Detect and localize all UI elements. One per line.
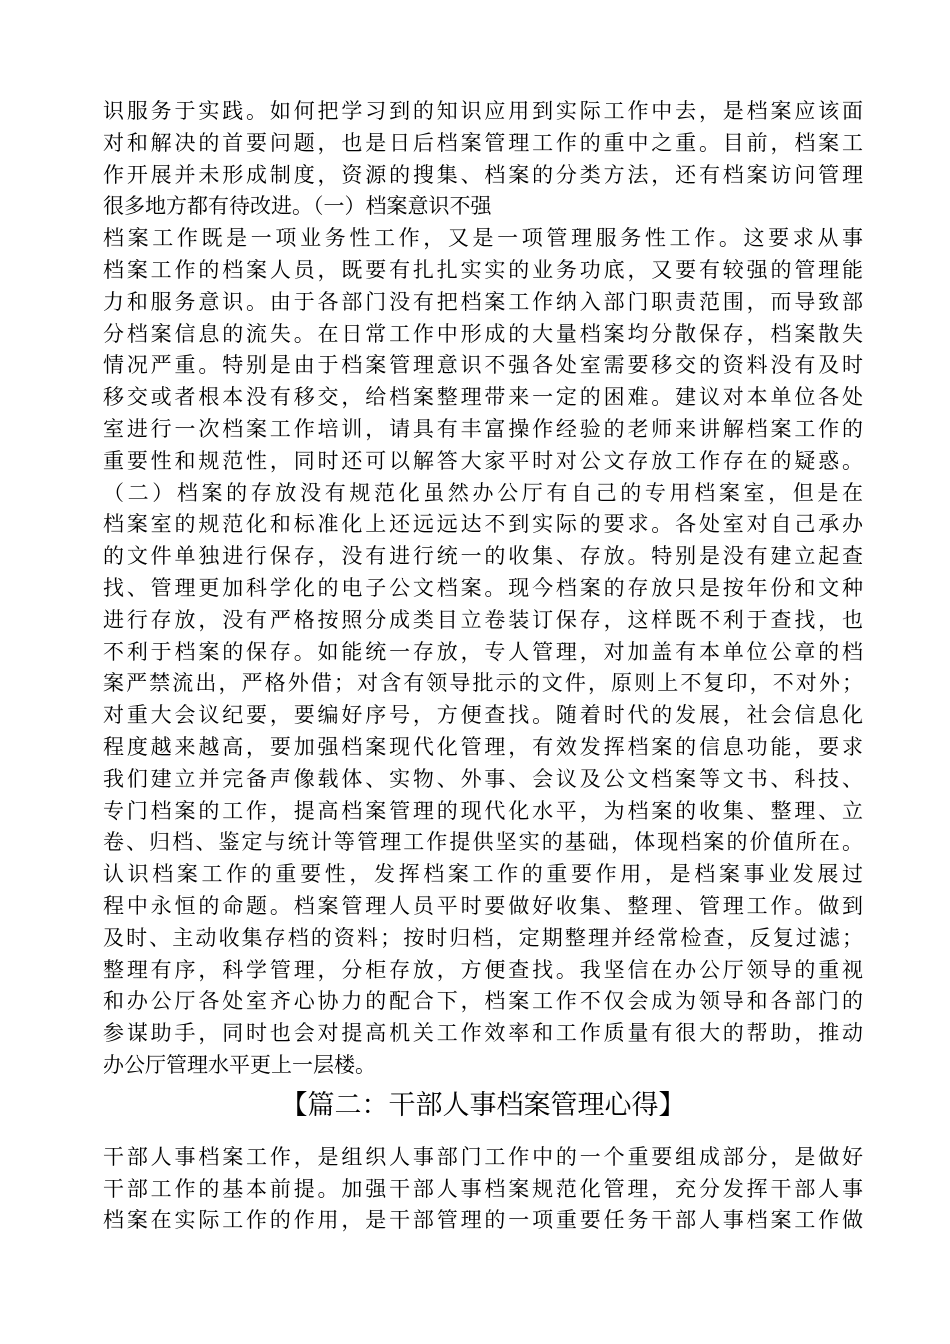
text-line: 档案工作既是一项业务性工作，又是一项管理服务性工作。这要求从事	[103, 226, 863, 251]
text-line: 找、管理更加科学化的电子公文档案。现今档案的存放只是按年份和文种	[103, 575, 863, 600]
text-line: 卷、归档、鉴定与统计等管理工作提供坚实的基础，体现档案的价值所在。	[103, 830, 863, 855]
text-line: 认识档案工作的重要性，发挥档案工作的重要作用，是档案事业发展过	[103, 862, 863, 887]
text-line: （二）档案的存放没有规范化虽然办公厅有自己的专用档案室，但是在	[103, 480, 863, 505]
text-line: 档案工作的档案人员，既要有扎扎实实的业务功底，又要有较强的管理能	[103, 257, 863, 282]
text-line: 整理有序，科学管理，分柜存放，方便查找。我坚信在办公厅领导的重视	[103, 957, 863, 982]
text-line: 情况严重。特别是由于档案管理意识不强各处室需要移交的资料没有及时	[103, 353, 863, 378]
text-line: 专门档案的工作，提高档案管理的现代化水平，为档案的收集、整理、立	[103, 798, 863, 823]
text-line: 重要性和规范性，同时还可以解答大家平时对公文存放工作存在的疑惑。	[103, 448, 863, 473]
text-line: 室进行一次档案工作培训，请具有丰富操作经验的老师来讲解档案工作的	[103, 416, 863, 441]
text-line: 程度越来越高，要加强档案现代化管理，有效发挥档案的信息功能，要求	[103, 734, 863, 759]
text-line: 干部工作的基本前提。加强干部人事档案规范化管理，充分发挥干部人事	[103, 1176, 863, 1201]
text-line: 档案在实际工作的作用，是干部管理的一项重要任务干部人事档案工作做	[103, 1208, 863, 1233]
text-line: 很多地方都有待改进。（一）档案意识不强	[103, 194, 492, 219]
text-line: 识服务于实践。如何把学习到的知识应用到实际工作中去，是档案应该面	[103, 99, 863, 123]
text-line: 对和解决的首要问题，也是日后档案管理工作的重中之重。目前，档案工	[103, 130, 863, 155]
text-line: 分档案信息的流失。在日常工作中形成的大量档案均分散保存，档案散失	[103, 321, 863, 346]
text-block-1	[103, 96, 863, 1082]
text-line: 进行存放，没有严格按照分成类目立卷装订保存，这样既不利于查找，也	[103, 607, 863, 632]
text-line: 的文件单独进行保存，没有进行统一的收集、存放。特别是没有建立起查	[103, 544, 863, 569]
text-line: 我们建立并完备声像载体、实物、外事、会议及公文档案等文书、科技、	[103, 766, 863, 791]
text-line: 作开展并未形成制度，资源的搜集、档案的分类方法，还有档案访问管理	[103, 162, 863, 187]
text-line: 及时、主动收集存档的资料；按时归档，定期整理并经常检查，反复过滤；	[103, 925, 863, 950]
text-line: 参谋助手，同时也会对提高机关工作效率和工作质量有很大的帮助，推动	[103, 1021, 863, 1046]
text-line: 力和服务意识。由于各部门没有把档案工作纳入部门职责范围，而导致部	[103, 289, 863, 314]
text-line: 和办公厅各处室齐心协力的配合下，档案工作不仅会成为领导和各部门的	[103, 989, 863, 1014]
text-line: 移交或者根本没有移交，给档案整理带来一定的困难。建议对本单位各处	[103, 385, 863, 410]
text-line: 对重大会议纪要，要编好序号，方便查找。随着时代的发展，社会信息化	[103, 703, 863, 728]
text-line: 档案室的规范化和标准化上还远远达不到实际的要求。各处室对自己承办	[103, 512, 863, 537]
text-block-2	[103, 1142, 863, 1237]
text-line: 干部人事档案工作，是组织人事部门工作中的一个重要组成部分，是做好	[103, 1144, 863, 1169]
text-line: 不利于档案的保存。如能统一存放，专人管理，对加盖有本单位公章的档	[103, 639, 863, 664]
text-line: 程中永恒的命题。档案管理人员平时要做好收集、整理、管理工作。做到	[103, 893, 863, 918]
section-heading: 【篇二：干部人事档案管理心得】	[280, 1089, 686, 1121]
document-page	[103, 96, 863, 1237]
text-line: 办公厅管理水平更上一层楼。	[103, 1052, 376, 1077]
text-line: 案严禁流出，严格外借；对含有领导批示的文件，原则上不复印，不对外；	[103, 671, 863, 696]
